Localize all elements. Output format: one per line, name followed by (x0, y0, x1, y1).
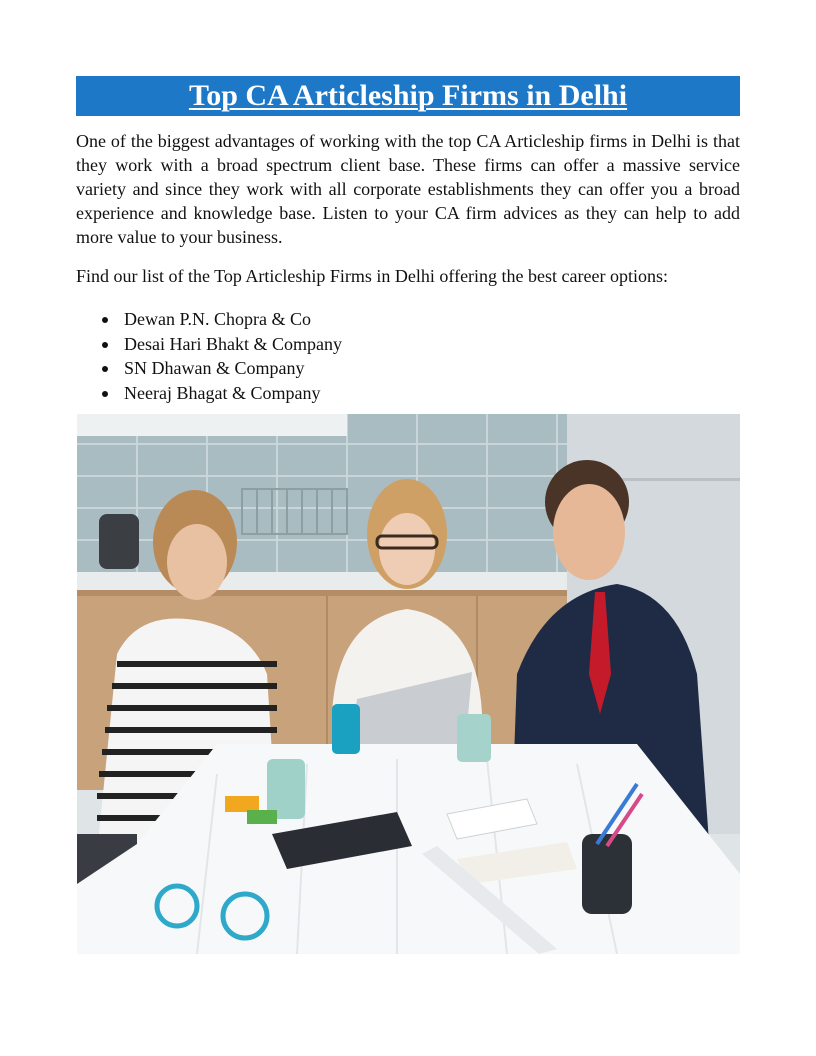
bullet-icon (102, 342, 108, 348)
list-item (96, 307, 342, 332)
page-title: Top CA Articleship Firms in Delhi (188, 79, 628, 112)
list-item (96, 332, 342, 357)
firm-name: Neeraj Bhagat & Company (124, 382, 321, 403)
bullet-icon (102, 366, 108, 372)
list-intro-paragraph: Find our list of the Top Articleship Firms in Delhi offering the best career options: (76, 266, 668, 286)
intro-paragraph: One of the biggest advantages of working with the top CA Articleship firms in Delhi is that they work with a broad spectrum client base. These firms can offer a massive service variety and since they work with all corporate establishments they can offer you a broad experience and knowledge base. Listen to your CA firm advices as they can help to add more value to your business. (76, 131, 740, 247)
list-item (96, 381, 342, 406)
title-banner (76, 76, 740, 116)
bullet-icon (102, 391, 108, 397)
firm-name: Dewan P.N. Chopra & Co (124, 309, 311, 329)
firms-list (96, 307, 342, 405)
office-meeting-photo (77, 414, 740, 954)
firm-name: Desai Hari Bhakt & Company (124, 333, 342, 354)
list-item (96, 356, 342, 381)
bullet-icon (102, 317, 108, 323)
firm-name: SN Dhawan & Company (124, 358, 305, 378)
